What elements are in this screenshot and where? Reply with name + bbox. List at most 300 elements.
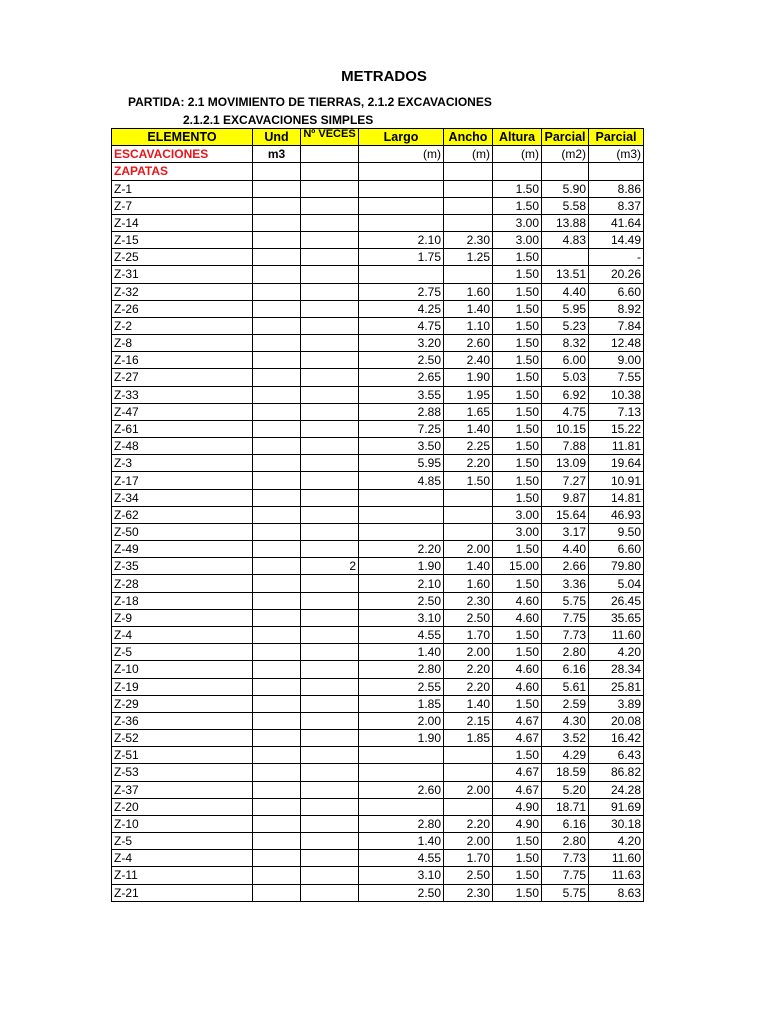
cell-ancho: 1.90	[444, 369, 493, 386]
cell-parcial-area: 4.29	[542, 747, 589, 764]
cell-und	[253, 730, 301, 747]
cell-parcial-vol: 6.43	[589, 747, 644, 764]
cell-parcial-area: 3.17	[542, 523, 589, 540]
table-row	[112, 214, 644, 231]
cell-und	[253, 180, 301, 197]
table-row	[112, 575, 644, 592]
cell-und	[253, 232, 301, 249]
cell-elemento: Z-37	[112, 781, 253, 798]
cell-parcial-vol: 7.55	[589, 369, 644, 386]
cell-elemento: Z-47	[112, 403, 253, 420]
cell-ancho: 1.40	[444, 420, 493, 437]
cell-altura: 1.50	[493, 180, 542, 197]
cell-ancho: 1.40	[444, 695, 493, 712]
cell-veces	[301, 300, 359, 317]
cell-parcial-area: 4.40	[542, 283, 589, 300]
cell-parcial-area: 8.32	[542, 335, 589, 352]
cell-veces	[301, 833, 359, 850]
cell-largo: 3.55	[359, 386, 444, 403]
cell-parcial-area: 5.23	[542, 317, 589, 334]
cell-veces	[301, 489, 359, 506]
cell-veces	[301, 197, 359, 214]
cell-und	[253, 386, 301, 403]
cell-altura: 3.00	[493, 214, 542, 231]
cell-altura: 1.50	[493, 335, 542, 352]
cell-altura: 1.50	[493, 644, 542, 661]
cell-parcial-area: 3.36	[542, 575, 589, 592]
cell-elemento: Z-62	[112, 506, 253, 523]
cell-elemento: Z-33	[112, 386, 253, 403]
cell-veces	[301, 764, 359, 781]
table-row	[112, 781, 644, 798]
cell-parcial-vol: -	[589, 249, 644, 266]
table-row	[112, 730, 644, 747]
cell-parcial-vol: 11.63	[589, 867, 644, 884]
cell-parcial-vol: 16.42	[589, 730, 644, 747]
cell-und	[253, 798, 301, 815]
table-row	[112, 798, 644, 815]
cell-largo: 7.25	[359, 420, 444, 437]
metrados-table	[111, 128, 644, 902]
table-row	[112, 232, 644, 249]
cell-veces	[301, 472, 359, 489]
cell-parcial-vol: 20.26	[589, 266, 644, 283]
cell-altura: 3.00	[493, 232, 542, 249]
cell-parcial-area: 7.75	[542, 609, 589, 626]
cell-ancho: 2.20	[444, 455, 493, 472]
cell-elemento: Z-5	[112, 833, 253, 850]
cell-elemento: Z-34	[112, 489, 253, 506]
cell-altura: 1.50	[493, 386, 542, 403]
cell-elemento: Z-2	[112, 317, 253, 334]
cell-parcial-vol: 25.81	[589, 678, 644, 695]
table-row	[112, 747, 644, 764]
cell-parcial-area: 5.03	[542, 369, 589, 386]
cell-altura: 1.50	[493, 747, 542, 764]
cell-elemento: Z-49	[112, 541, 253, 558]
cell-ancho: 2.50	[444, 867, 493, 884]
cell-veces	[301, 781, 359, 798]
table-row	[112, 369, 644, 386]
cell-parcial-vol: 10.91	[589, 472, 644, 489]
cell-largo	[359, 523, 444, 540]
cell-veces	[301, 420, 359, 437]
cell-veces: 2	[301, 558, 359, 575]
cell-parcial-area: 7.73	[542, 850, 589, 867]
cell-parcial-area: 18.71	[542, 798, 589, 815]
cell-veces	[301, 884, 359, 901]
cell-parcial-vol: 24.28	[589, 781, 644, 798]
cell-elemento: Z-5	[112, 644, 253, 661]
cell-parcial-area: 2.59	[542, 695, 589, 712]
cell-elemento: Z-27	[112, 369, 253, 386]
cell-und	[253, 781, 301, 798]
cell-ancho: 1.50	[444, 472, 493, 489]
cell-parcial-area: 2.80	[542, 644, 589, 661]
cell	[493, 163, 542, 180]
cell-ancho: 2.00	[444, 833, 493, 850]
cell-elemento: Z-50	[112, 523, 253, 540]
cell-ancho: 1.60	[444, 283, 493, 300]
cell-altura: 1.50	[493, 867, 542, 884]
table-row	[112, 317, 644, 334]
cell-und	[253, 609, 301, 626]
units-und: m3	[253, 146, 301, 163]
cell-parcial-vol: 35.65	[589, 609, 644, 626]
table-row	[112, 867, 644, 884]
cell-und	[253, 249, 301, 266]
cell-altura: 1.50	[493, 695, 542, 712]
cell-ancho	[444, 197, 493, 214]
cell-largo: 2.75	[359, 283, 444, 300]
cell-altura: 4.90	[493, 815, 542, 832]
cell-ancho: 2.00	[444, 541, 493, 558]
cell-parcial-vol: 28.34	[589, 661, 644, 678]
cell-altura: 1.50	[493, 403, 542, 420]
cell-largo: 1.85	[359, 695, 444, 712]
cell-und	[253, 592, 301, 609]
cell-ancho	[444, 798, 493, 815]
units-label: ESCAVACIONES	[112, 146, 253, 163]
table-row	[112, 850, 644, 867]
cell-largo: 1.40	[359, 644, 444, 661]
cell-parcial-area: 7.73	[542, 626, 589, 643]
table-row	[112, 661, 644, 678]
cell-veces	[301, 317, 359, 334]
cell-largo: 2.80	[359, 815, 444, 832]
cell-und	[253, 317, 301, 334]
cell-parcial-area: 4.30	[542, 712, 589, 729]
cell-parcial-area: 6.00	[542, 352, 589, 369]
cell-parcial-vol: 6.60	[589, 283, 644, 300]
cell-parcial-vol: 86.82	[589, 764, 644, 781]
cell-altura: 1.50	[493, 420, 542, 437]
cell-altura: 1.50	[493, 850, 542, 867]
cell-parcial-area: 6.16	[542, 661, 589, 678]
cell-parcial-vol: 7.84	[589, 317, 644, 334]
cell-veces	[301, 678, 359, 695]
cell-parcial-area: 5.90	[542, 180, 589, 197]
cell-elemento: Z-10	[112, 661, 253, 678]
cell-elemento: Z-51	[112, 747, 253, 764]
cell-und	[253, 300, 301, 317]
cell-altura: 1.50	[493, 575, 542, 592]
cell-elemento: Z-36	[112, 712, 253, 729]
cell-largo: 2.50	[359, 884, 444, 901]
cell-parcial-area: 5.75	[542, 884, 589, 901]
cell-altura: 1.50	[493, 283, 542, 300]
table-row	[112, 420, 644, 437]
table-row	[112, 335, 644, 352]
section-row	[112, 163, 644, 180]
cell-und	[253, 352, 301, 369]
cell-largo: 2.10	[359, 575, 444, 592]
cell-ancho: 1.60	[444, 575, 493, 592]
header-altura: Altura	[493, 129, 542, 146]
cell-ancho: 2.60	[444, 335, 493, 352]
cell-parcial-area: 5.58	[542, 197, 589, 214]
cell-veces	[301, 541, 359, 558]
cell-ancho: 2.20	[444, 661, 493, 678]
cell-altura: 15.00	[493, 558, 542, 575]
cell-altura: 3.00	[493, 506, 542, 523]
cell-parcial-area: 4.75	[542, 403, 589, 420]
cell-altura: 1.50	[493, 197, 542, 214]
cell-veces	[301, 232, 359, 249]
cell-parcial-vol: 4.20	[589, 833, 644, 850]
cell-largo: 2.00	[359, 712, 444, 729]
cell-und	[253, 403, 301, 420]
cell-und	[253, 678, 301, 695]
table-row	[112, 884, 644, 901]
cell-veces	[301, 180, 359, 197]
cell-ancho: 2.00	[444, 781, 493, 798]
cell-und	[253, 867, 301, 884]
cell-elemento: Z-29	[112, 695, 253, 712]
cell-ancho: 2.20	[444, 678, 493, 695]
header-row	[112, 129, 644, 146]
cell-parcial-vol: 30.18	[589, 815, 644, 832]
cell-largo: 2.65	[359, 369, 444, 386]
cell-parcial-area: 5.61	[542, 678, 589, 695]
cell-largo: 2.50	[359, 592, 444, 609]
cell-elemento: Z-7	[112, 197, 253, 214]
cell-elemento: Z-52	[112, 730, 253, 747]
cell-parcial-vol: 9.50	[589, 523, 644, 540]
cell-elemento: Z-26	[112, 300, 253, 317]
cell-largo: 1.40	[359, 833, 444, 850]
cell-largo: 4.55	[359, 626, 444, 643]
table-row	[112, 626, 644, 643]
cell-veces	[301, 438, 359, 455]
cell-parcial-vol: 19.64	[589, 455, 644, 472]
units-parcial-vol: (m3)	[589, 146, 644, 163]
cell-und	[253, 455, 301, 472]
cell-altura: 4.67	[493, 712, 542, 729]
cell-altura: 1.50	[493, 266, 542, 283]
cell-ancho	[444, 489, 493, 506]
cell-largo: 4.85	[359, 472, 444, 489]
cell-altura: 1.50	[493, 472, 542, 489]
cell-ancho: 2.40	[444, 352, 493, 369]
units-largo: (m)	[359, 146, 444, 163]
cell-ancho	[444, 180, 493, 197]
units-veces	[301, 146, 359, 163]
cell-parcial-vol: 4.20	[589, 644, 644, 661]
cell-elemento: Z-18	[112, 592, 253, 609]
cell-parcial-vol: 20.08	[589, 712, 644, 729]
cell-veces	[301, 352, 359, 369]
cell-und	[253, 523, 301, 540]
table-row	[112, 815, 644, 832]
header-elemento: ELEMENTO	[112, 129, 253, 146]
table-row	[112, 438, 644, 455]
table-row	[112, 472, 644, 489]
cell-altura: 4.67	[493, 730, 542, 747]
cell-elemento: Z-25	[112, 249, 253, 266]
cell-parcial-area: 13.88	[542, 214, 589, 231]
cell-elemento: Z-16	[112, 352, 253, 369]
cell	[301, 163, 359, 180]
table-row	[112, 833, 644, 850]
cell-elemento: Z-32	[112, 283, 253, 300]
cell-und	[253, 747, 301, 764]
cell-veces	[301, 661, 359, 678]
cell-veces	[301, 403, 359, 420]
cell-parcial-area: 10.15	[542, 420, 589, 437]
table-row	[112, 764, 644, 781]
cell-parcial-vol: 5.04	[589, 575, 644, 592]
cell-parcial-area: 7.88	[542, 438, 589, 455]
cell-largo: 2.20	[359, 541, 444, 558]
cell-parcial-area: 18.59	[542, 764, 589, 781]
cell-veces	[301, 506, 359, 523]
cell-largo	[359, 180, 444, 197]
cell-altura: 4.60	[493, 678, 542, 695]
table-row	[112, 712, 644, 729]
header-veces-label: Nº VECES	[303, 128, 356, 140]
cell-altura: 1.50	[493, 541, 542, 558]
cell-ancho: 1.65	[444, 403, 493, 420]
cell-und	[253, 695, 301, 712]
cell-largo: 5.95	[359, 455, 444, 472]
cell-ancho	[444, 506, 493, 523]
cell-veces	[301, 369, 359, 386]
cell-altura: 1.50	[493, 438, 542, 455]
cell-parcial-vol: 8.63	[589, 884, 644, 901]
header-parcial-area: Parcial	[542, 129, 589, 146]
cell-und	[253, 558, 301, 575]
cell-und	[253, 438, 301, 455]
table-row	[112, 644, 644, 661]
cell-ancho: 1.40	[444, 300, 493, 317]
cell-largo: 3.20	[359, 335, 444, 352]
cell-und	[253, 712, 301, 729]
cell-altura: 1.50	[493, 369, 542, 386]
table-row	[112, 180, 644, 197]
cell-veces	[301, 283, 359, 300]
page-title: METRADOS	[341, 68, 427, 85]
cell-und	[253, 541, 301, 558]
cell-elemento: Z-21	[112, 884, 253, 901]
cell-parcial-area	[542, 249, 589, 266]
cell-und	[253, 506, 301, 523]
table-row	[112, 506, 644, 523]
cell-und	[253, 815, 301, 832]
cell-altura: 4.60	[493, 592, 542, 609]
cell-elemento: Z-17	[112, 472, 253, 489]
header-parcial-vol: Parcial	[589, 129, 644, 146]
cell-parcial-vol: 6.60	[589, 541, 644, 558]
cell-parcial-vol: 41.64	[589, 214, 644, 231]
cell-elemento: Z-3	[112, 455, 253, 472]
cell-elemento: Z-4	[112, 626, 253, 643]
table-row	[112, 558, 644, 575]
cell-parcial-vol: 12.48	[589, 335, 644, 352]
header-veces	[301, 129, 359, 146]
cell-veces	[301, 386, 359, 403]
table-row	[112, 386, 644, 403]
table-row	[112, 523, 644, 540]
cell-largo	[359, 489, 444, 506]
cell-und	[253, 489, 301, 506]
cell-largo	[359, 197, 444, 214]
cell-veces	[301, 747, 359, 764]
cell-ancho: 1.85	[444, 730, 493, 747]
cell-largo: 3.10	[359, 609, 444, 626]
cell-altura: 1.50	[493, 249, 542, 266]
cell-largo: 1.90	[359, 730, 444, 747]
cell-veces	[301, 730, 359, 747]
cell-und	[253, 850, 301, 867]
cell-elemento: Z-10	[112, 815, 253, 832]
cell-largo: 2.80	[359, 661, 444, 678]
cell-parcial-area: 3.52	[542, 730, 589, 747]
table-row	[112, 489, 644, 506]
cell-parcial-vol: 14.81	[589, 489, 644, 506]
cell-und	[253, 266, 301, 283]
cell-altura: 1.50	[493, 884, 542, 901]
table-row	[112, 403, 644, 420]
cell-elemento: Z-61	[112, 420, 253, 437]
cell-und	[253, 283, 301, 300]
table-row	[112, 695, 644, 712]
cell-parcial-area: 2.66	[542, 558, 589, 575]
cell-und	[253, 884, 301, 901]
section-label: ZAPATAS	[112, 163, 253, 180]
cell	[359, 163, 444, 180]
cell-altura: 4.90	[493, 798, 542, 815]
cell-veces	[301, 695, 359, 712]
cell-parcial-area: 7.27	[542, 472, 589, 489]
cell-und	[253, 575, 301, 592]
cell-und	[253, 764, 301, 781]
table-row	[112, 266, 644, 283]
cell-elemento: Z-15	[112, 232, 253, 249]
cell-veces	[301, 214, 359, 231]
cell-veces	[301, 815, 359, 832]
cell-ancho	[444, 266, 493, 283]
cell-parcial-area: 6.16	[542, 815, 589, 832]
cell-parcial-vol: 91.69	[589, 798, 644, 815]
cell-elemento: Z-31	[112, 266, 253, 283]
cell-und	[253, 661, 301, 678]
table-row	[112, 592, 644, 609]
cell-ancho	[444, 214, 493, 231]
cell-altura: 4.67	[493, 764, 542, 781]
cell-ancho	[444, 523, 493, 540]
cell-veces	[301, 626, 359, 643]
cell-largo: 2.55	[359, 678, 444, 695]
table-row	[112, 541, 644, 558]
cell-ancho	[444, 764, 493, 781]
table-row	[112, 678, 644, 695]
table-row	[112, 352, 644, 369]
units-ancho: (m)	[444, 146, 493, 163]
cell	[253, 163, 301, 180]
cell-parcial-vol: 46.93	[589, 506, 644, 523]
cell-largo: 3.10	[359, 867, 444, 884]
cell-und	[253, 420, 301, 437]
cell-veces	[301, 798, 359, 815]
cell-elemento: Z-20	[112, 798, 253, 815]
cell-parcial-area: 7.75	[542, 867, 589, 884]
cell-ancho: 2.30	[444, 232, 493, 249]
cell-und	[253, 214, 301, 231]
cell-parcial-area: 5.95	[542, 300, 589, 317]
cell-largo	[359, 506, 444, 523]
cell-elemento: Z-1	[112, 180, 253, 197]
